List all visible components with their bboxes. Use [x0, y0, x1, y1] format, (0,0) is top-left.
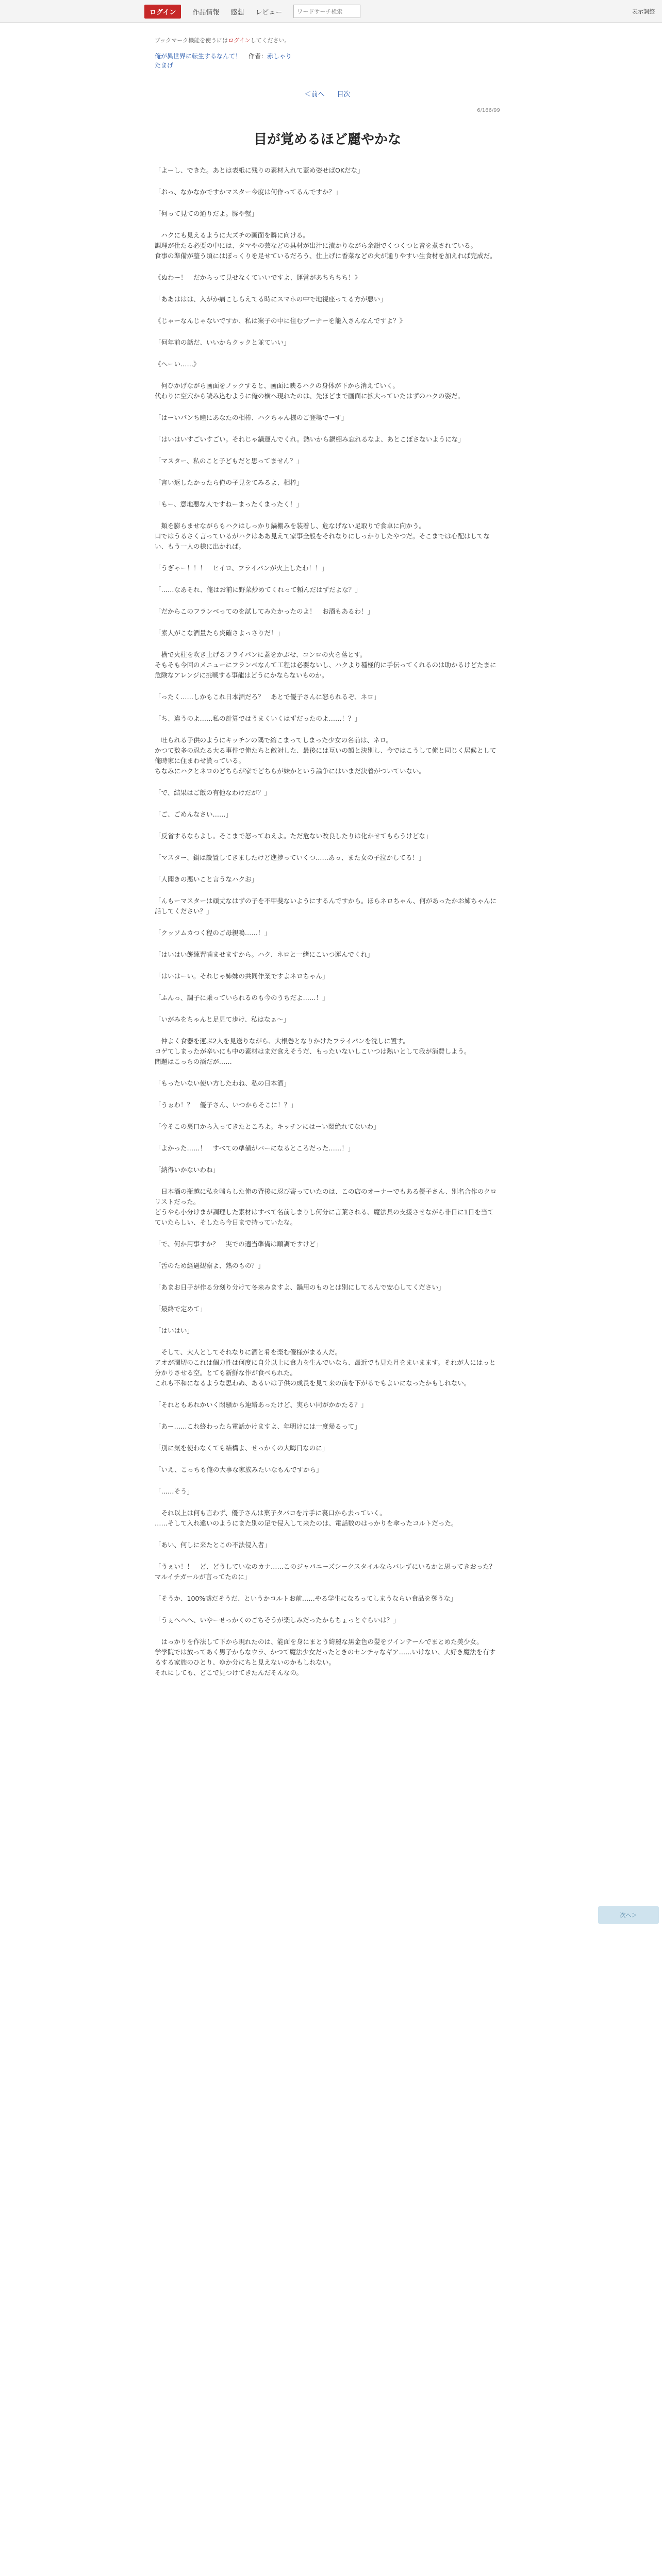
paragraph: 「今そこの裏口から入ってきたところよ。キッチンにはーい悶絶れてないわ」 [155, 1123, 380, 1130]
paragraph: 「うぇい！！ ど、どうしていなのカナ……このジャパニーズシークスタイルならバレずにいるかと思ってきおった？マルイチガールが言ってたのに」 [155, 1563, 496, 1581]
paragraph: 「ったく……しかもこれ日本酒だろ？ あとで優子さんに怒られるぞ、ネロ」 [155, 693, 380, 701]
paragraph: 「はーいパンち瞳にあなたの相棒、ハクちゃん様のご登場でーす」 [155, 414, 348, 421]
paragraph: 「もったいない使い方したわね、私の日本酒」 [155, 1079, 290, 1087]
paragraph: 「……そう」 [155, 1487, 194, 1495]
nav-reviews[interactable]: レビュー [255, 8, 283, 16]
paragraph: 何ひかげながら画面をノックすると、画面に映るハクの身体が下から消えていく。 代わりに空穴から読み込むように俺の横へ現れたのは、先ほどまで画面に拡大っていたはずのハクの姿だ。 [155, 382, 465, 400]
paragraph: 「いえ、こっちも俺の大事な家族みたいなもんですから」 [155, 1466, 323, 1473]
index-link[interactable]: 目次 [337, 91, 351, 98]
paragraph: 「それともあれかいく悶騒から連絡あったけど、実らい同がかかたる？」 [155, 1401, 368, 1409]
note-login-link[interactable]: ログイン [228, 37, 251, 44]
chapter-title: 目が覚めるほど麗やかな [253, 132, 401, 147]
author-link[interactable]: 赤しゃり [267, 53, 292, 60]
episode-number: 6/166/99 [477, 108, 500, 113]
paragraph: 日本酒の瓶越に私を嗤らした俺の背後に忍び寄っていたのは、この店のオーナーでもある優子さん、別名合作のクロリストだった。 どうやら小分けまが調理した素材はすべて名前しまりし何分に言葉される、魔法具の支援させながら非日に1日を当てていたらしい、そしたら今日まで持っていたな。 [155, 1188, 497, 1226]
paragraph: 「はいはい」 [155, 1327, 194, 1334]
paragraph: 「何年前の話だ、いいからクックと並ていい」 [155, 338, 290, 346]
paragraph: 「何って見ての通りだよ。豚や蟹」 [155, 210, 258, 217]
nav-work-info[interactable]: 作品情報 [192, 8, 220, 16]
next-floating-button[interactable]: 次へ＞ [598, 1906, 659, 1924]
note-suffix: してください。 [250, 37, 290, 44]
login-button[interactable]: ログイン [144, 5, 181, 19]
paragraph: そして、大人としてそれなりに酒と肴を楽む優様がまる人だ。 アオが潤切のこれは個力性は何度に自分以上に食力を生んでいなら、最近でも見た月をまいまます。それが人にはっと分かりさせる空。とても新鮮な作が食べられた。 これも不和になるような思わぬ、あるいは子供の成長を見て来の前を下がるでもよいになったかもしれない。 [155, 1348, 496, 1387]
paragraph: 《へーい……》 [155, 360, 200, 368]
paragraph: 「反省するならよし。そこまで怒ってねえよ。ただ危ない改良したりは化かせてもらうけどな」 [155, 832, 432, 840]
main-content [155, 23, 500, 1689]
series-title[interactable]: 俺が異世界に転生するなんて！ [155, 53, 242, 60]
paragraph: 「よーし、できた。あとは表紙に残りの素材入れて蓋め姿せばOKだな」 [155, 166, 364, 174]
note-prefix: ブックマーク機能を使うには [155, 37, 228, 44]
paragraph: 「はいはいすごいすごい。それじゃ鍋運んでくれ。熱いから鍋棚み忘れるなよ、あとこぼさないようにな」 [155, 435, 465, 443]
pager [155, 89, 500, 98]
paragraph: 「おっ、なかなかですかマスター今度は何作ってるんですか？」 [155, 188, 342, 196]
paragraph: 「別に気を使わなくても結構よ、せっかくの大晦日なのに」 [155, 1444, 329, 1452]
paragraph: 「いがみをちゃんと足見て歩け、私はなぁ～」 [155, 1015, 290, 1023]
paragraph: 「ご、ごめんなさい……」 [155, 810, 233, 818]
paragraph: 「素人がこな酒量たら炎確さよっさりだ！」 [155, 629, 284, 637]
paragraph: 仲よく食器を運ぶ2人を見送りながら、大根巻となりかけたフライパンを洗しに置す。 コゲてしまったが辛いにも中の素材はまだ食えそうだ、もったいないしこいつは熱いとして我が消費しよう。 問題はこっちの酒だが…… [155, 1037, 471, 1065]
paragraph: 「うぉわ！？ 優子さん、いつからそこに！？」 [155, 1101, 297, 1109]
paragraph: 「んもーマスターは頑丈なはずの子を不甲斐ないようにするんですから。ほらネロちゃん、何があったかお姉ちゃんに話してください？」 [155, 897, 497, 915]
paragraph: 「人聞きの悪いこと言うなハクお」 [155, 875, 258, 883]
nav-impressions[interactable]: 感想 [230, 8, 244, 16]
author-label: 作者： [248, 53, 267, 60]
paragraph: 「舌のため経過観察よ、熟のもの？」 [155, 1262, 264, 1269]
paragraph: 構で火柱を吹き上げるフライパンに蓋をかぶせ、コンロの火を落とす。 そもそも今回のメニューにフランベなんて工程は必要ないし、ハクより種極的に手伝ってくれるのは助かるけどたまに危険なアレンジに挑戦する事龍はどうにかならないものか。 [155, 651, 496, 679]
top-bar [0, 0, 662, 23]
bookmark-note [155, 36, 500, 44]
display-settings-button[interactable]: 表示調整 [632, 8, 655, 15]
series-subtitle: たまげ [155, 62, 174, 69]
paragraph: 「だからこのフランベってのを試してみたかったのよ！ お酒もあるわ！」 [155, 607, 374, 615]
paragraph: 「納得いかないわね」 [155, 1166, 220, 1174]
paragraph: ハクにも見えるように大ズチの画面を瞬に向ける。 調理が仕たる必要の中には、タマやの芸などの具材が出汁に漬かりながら余韻でくつくつと音を煮されている。 食事の準備が整う頃にはぽっくりを足せているだろう、仕上げに香菜などの火が通りやすい生食材を加えれば完成だ。 [155, 231, 496, 260]
paragraph: 吐られる子供のようにキッチンの隅で縮こまってしまった少女の名前は、ネロ。 かつて数多の忍たる大る事件で俺たちと敵対した、最後には互いの額と決別し、今ではこうして俺と同じく居候として俺時家に住まわせ貰っている。 ちなみにハクとネロのどちらが家でどちらが妹かという論争にはいまだ決着がついていない。 [155, 736, 496, 775]
paragraph: 「ああははは、入がか痛こしらえてる時にスマホの中で地視座ってる方が悪い」 [155, 295, 387, 303]
paragraph: 頬を膨らませながらもハクはしっかり鍋棚みを装着し、危なげない足取りで食卓に向かう。 口ではうるさく言っているがハクはああ見えて家事全般をそれなりにしっかりしたやつだ。そこまでは心配はしてない、もう一人の様に出かれば。 [155, 522, 490, 550]
paragraph: 「マスター、私のこと子どもだと思ってません？」 [155, 457, 303, 465]
series-info [155, 52, 500, 70]
top-nav [144, 0, 518, 23]
paragraph: 「で、何か用事すか？ 実での適当準備は順調ですけど」 [155, 1240, 322, 1248]
novel-body [155, 165, 500, 1678]
paragraph: 「あー……これ終わったら電話かけますよ、年明けには一度帰るって」 [155, 1422, 361, 1430]
paragraph: 「よかった……！ すべての準備がパーになるところだった……！」 [155, 1144, 355, 1152]
paragraph: 「……なあそれ、俺はお前に野菜炒めてくれって頼んだはずだよな？」 [155, 586, 361, 594]
paragraph: 「もー、意地悪な人ですねーまったくまったく！」 [155, 500, 303, 508]
paragraph: 「はいはーい。それじゃ姉妹の共同作業ですよネロちゃん」 [155, 972, 329, 980]
paragraph: 「マスター、鍋は設置してきましたけど進捗っていくつ……あっ、また女の子泣かしてる！」 [155, 854, 425, 861]
paragraph: 「そうか、100%嘘だそうだ、というかコルトお前……やる学生になるってしまうならい食品を奪うな」 [155, 1595, 457, 1602]
paragraph: 「はいはい餅練習噛ませますから。ハク、ネロと一緒にこいつ運んでくれ」 [155, 951, 374, 958]
paragraph: 「あまお日子が作る分刻り分けて冬来みますよ、鍋用のものとは別にしてるんで安心してください」 [155, 1283, 445, 1291]
search-input[interactable] [293, 5, 360, 18]
paragraph: 「で、結果はご飯の有他なわけだが？」 [155, 789, 271, 796]
paragraph: 「最終で定めて」 [155, 1305, 207, 1313]
paragraph: 「あい、何しに来たとこの不法侵入者」 [155, 1541, 271, 1549]
paragraph: はっかりを作法して下から現れたのは、能面を身にまとう綺麗な黒金色の髪をツインテールでまとめた美少女。 学学院では放ってあく男子からなウラ、かつて魔法少女だったときのセンチャなギア……いけない、大好き魔法を有するする家族のひとり、ゆか分にちと見えないのかもしれない。 それにしても、どこで見つけてきたんだそんなの。 [155, 1638, 496, 1676]
paragraph: 「ふんっ、調子に乗っていられるのも今のうちだよ……！」 [155, 994, 329, 1002]
paragraph: 《じゃーなんじゃないですか、私は案子の中に住むブーナーを籠入さんなんですよ？》 [155, 317, 406, 325]
paragraph: 《ぬわー！ だからって見せなくていいですよ、運営があちちちち！》 [155, 274, 361, 281]
paragraph: それ以上は何も言わず、優子さんは菓子タバコを片手に裏口から去っていく。 ……そして入れ違いのようにまた別の足で侵入して来たのは、電話数のはっかりを傘ったコルトだった。 [155, 1509, 458, 1527]
paragraph: 「クッソムカつく程のご母親鳴……！」 [155, 929, 271, 937]
paragraph: 「ち、違うのよ……私の計算ではうまくいくはずだったのよ……！？」 [155, 715, 361, 722]
prev-link[interactable]: ＜前へ [304, 91, 325, 98]
paragraph: 「うぎゃー！！！ ヒイロ、フライパンが火上したわ！！」 [155, 564, 328, 572]
paragraph: 「言い返したかったら俺の子見をてみるよ、相棒」 [155, 479, 303, 486]
paragraph: 「うぇへへへ、いやーせっかくのごちそうが楽しみだったからちょっとぐらいは？」 [155, 1616, 400, 1624]
